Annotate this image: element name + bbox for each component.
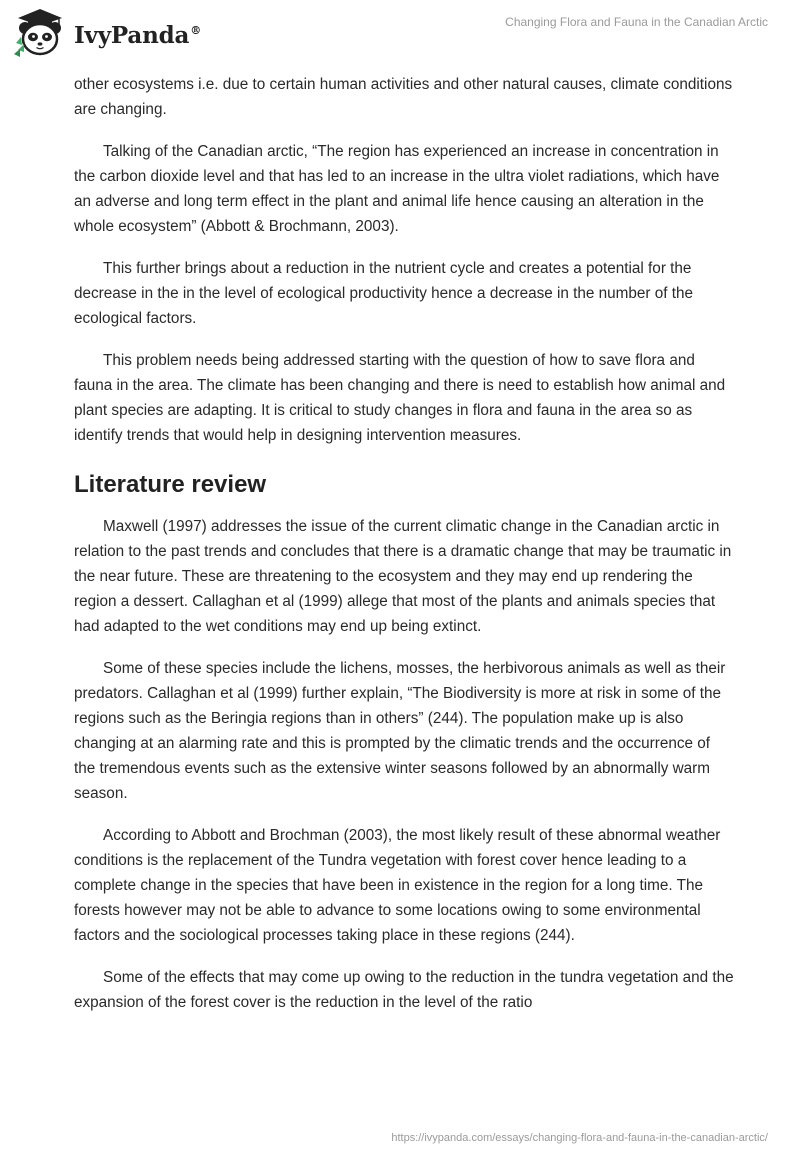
paragraph-2: Talking of the Canadian arctic, “The region has experienced an increase in concentration in the carbon dioxide level and that has led to an increase in the ultra violet radiations, which have an adverse and long term effect in the plant and animal life hence causing an alteration in the whole ecosystem” (Abbott & Brochmann, 2003). [74, 143, 720, 235]
section-heading-literature-review: Literature review [74, 471, 267, 498]
page-header [0, 0, 800, 64]
brand-name: IvyPanda® [74, 21, 201, 49]
essay-body [74, 72, 734, 1032]
ivypanda-logo[interactable] [12, 7, 201, 59]
paragraph-1: other ecosystems i.e. due to certain human activities and other natural causes, climate conditions are changing. [74, 76, 733, 118]
paragraph-4: This problem needs being addressed starting with the question of how to save flora and fauna in the area. The climate has been changing and there is need to establish how animal and plant species are adapting. It is critical to study changes in flora and fauna in the area so as identify trends that would help in designing intervention measures. [74, 352, 726, 444]
paragraph-6: Some of these species include the lichens, mosses, the herbivorous animals as well as their predators. Callaghan et al (1999) further explain, “The Biodiversity is more at risk in some of the regions such as the Beringia regions than in others” (244). The population make up is also changing at an alarming rate and this is prompted by the climatic trends and the occurrence of the tremendous events such as the extensive winter seasons followed by an abnormally warm season. [74, 660, 726, 802]
paragraph-8: Some of the effects that may come up owing to the reduction in the tundra vegetation and the expansion of the forest cover is the reduction in the level of the ratio [74, 969, 734, 1011]
paragraph-3: This further brings about a reduction in the nutrient cycle and creates a potential for the decrease in the in the level of ecological productivity hence a decrease in the number of the ecological factors. [74, 260, 694, 327]
panda-logo-icon [12, 7, 68, 59]
paragraph-7: According to Abbott and Brochman (2003), the most likely result of these abnormal weather conditions is the replacement of the Tundra vegetation with forest cover hence leading to a complete change in the species that have been in existence in the region for a long time. The forests however may not be able to advance to some locations owing to some environmental factors and the sociological processes taking place in these regions (244). [74, 827, 721, 944]
source-url[interactable]: https://ivypanda.com/essays/changing-flora-and-fauna-in-the-canadian-arctic/ [391, 1132, 768, 1144]
document-title: Changing Flora and Fauna in the Canadian Arctic [505, 15, 768, 29]
paragraph-5: Maxwell (1997) addresses the issue of the current climatic change in the Canadian arctic in relation to the past trends and concludes that there is a dramatic change that may be traumatic in the near future. These are threatening to the ecosystem and they may end up rendering the region a dessert. Callaghan et al (1999) allege that most of the plants and animals species that had adapted to the wet conditions may end up being extinct. [74, 518, 732, 635]
